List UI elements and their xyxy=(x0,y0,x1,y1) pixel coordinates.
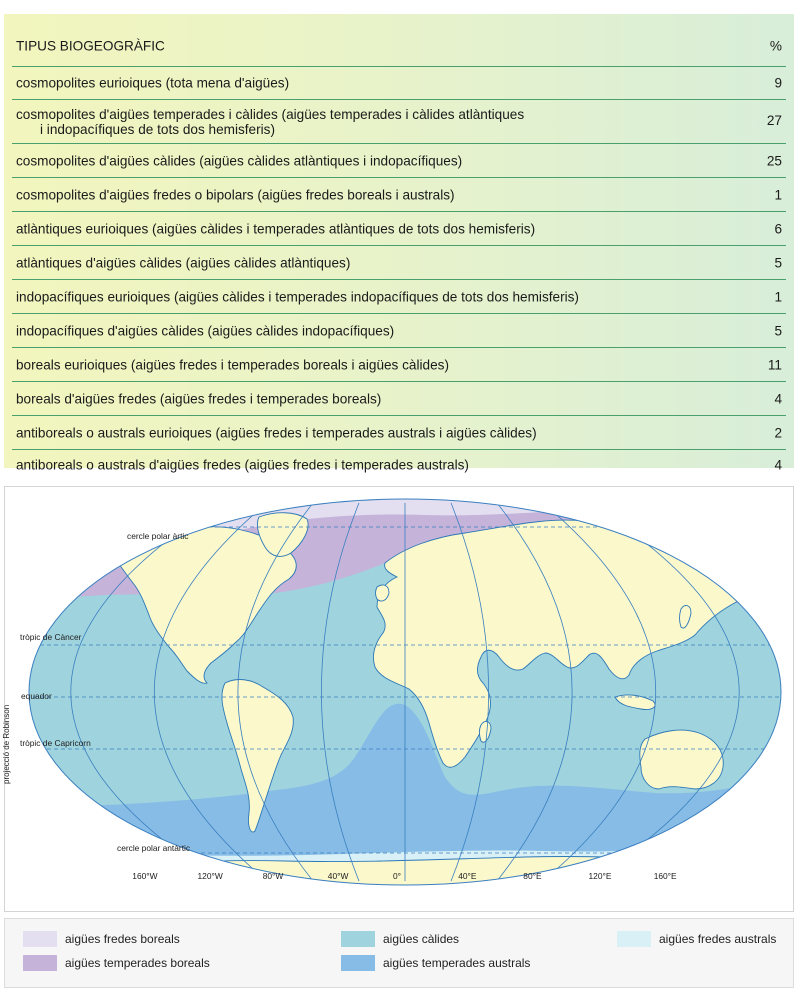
longitude-label: 0° xyxy=(393,871,402,881)
legend-label: aigües fredes boreals xyxy=(65,932,180,946)
longitude-label: 80°E xyxy=(523,871,542,881)
longitude-label: 120°E xyxy=(588,871,612,881)
row-percent: 27 xyxy=(766,113,782,128)
legend-label: aigües fredes australs xyxy=(659,932,777,946)
legend-swatch xyxy=(341,955,375,971)
legend-label: aigües càlides xyxy=(383,932,460,946)
row-percent: 9 xyxy=(774,75,782,91)
longitude-label: 40°W xyxy=(327,871,349,881)
header-percent-label: % xyxy=(769,38,782,54)
table-row xyxy=(12,178,786,212)
table-row xyxy=(12,450,786,480)
equator-label: equador xyxy=(21,691,52,701)
longitude-label: 160°W xyxy=(132,871,158,881)
table-row xyxy=(12,314,786,348)
row-type-name-line2: i indopacífiques de tots dos hemisferis) xyxy=(40,121,275,137)
legend-swatch xyxy=(341,931,375,947)
new-zealand-land xyxy=(742,781,751,798)
table-row xyxy=(12,100,786,144)
table-row xyxy=(12,246,786,280)
australia-land xyxy=(640,730,723,789)
row-percent: 4 xyxy=(774,457,782,473)
antarctica-land xyxy=(65,856,765,911)
row-percent: 4 xyxy=(774,391,782,406)
row-percent: 5 xyxy=(774,255,782,270)
biogeographic-types-table xyxy=(4,14,794,473)
arctic-circle-label: cercle polar àrtic xyxy=(127,531,189,541)
longitude-label: 40°E xyxy=(458,871,477,881)
row-type-name: atlàntiques eurioiques (aigües càlides i temperades atlàntiques de tots dos hemisferis) xyxy=(16,221,536,236)
legend-swatch xyxy=(617,931,651,947)
row-type-name: cosmopolites d'aigües fredes o bipolars (aigües fredes boreals i australs) xyxy=(16,187,455,202)
header-type-label: TIPUS BIOGEOGRÀFIC xyxy=(16,38,165,54)
world-map-panel xyxy=(4,486,794,912)
table-row xyxy=(12,382,786,416)
row-type-name: boreals d'aigües fredes (aigües fredes i temperades boreals) xyxy=(16,391,382,406)
legend-swatch xyxy=(23,931,57,947)
longitude-label: 120°W xyxy=(197,871,223,881)
row-type-name: cosmopolites eurioiques (tota mena d'aigües) xyxy=(16,75,290,91)
row-type-name-line1: cosmopolites d'aigües temperades i càlides (aigües temperades i càlides atlàntiques xyxy=(16,106,525,122)
table-row xyxy=(12,67,786,100)
row-percent: 5 xyxy=(774,323,782,338)
projection-label: projecció de Robinson xyxy=(2,704,11,784)
table-row xyxy=(12,416,786,450)
table-row xyxy=(12,280,786,314)
tropic-cancer-label: tròpic de Càncer xyxy=(20,632,82,642)
row-percent: 6 xyxy=(774,221,782,236)
row-type-name xyxy=(16,107,716,137)
row-type-name: indopacífiques eurioiques (aigües càlides i temperades indopacífiques de tots dos hemisferis) xyxy=(16,289,579,304)
row-percent: 2 xyxy=(774,425,782,440)
legend-label: aigües temperades australs xyxy=(383,956,531,970)
legend-swatch xyxy=(23,955,57,971)
row-type-name: indopacífiques d'aigües càlides (aigües càlides indopacífiques) xyxy=(16,323,395,338)
row-percent: 1 xyxy=(774,289,782,304)
row-percent: 11 xyxy=(767,357,782,372)
row-type-name: cosmopolites d'aigües càlides (aigües càlides atlàntiques i indopacífiques) xyxy=(16,153,463,168)
robinson-world-map xyxy=(5,487,793,911)
map-legend xyxy=(4,918,794,988)
row-percent: 25 xyxy=(766,153,782,168)
row-type-name: atlàntiques d'aigües càlides (aigües càlides atlàntiques) xyxy=(16,255,351,270)
row-type-name: antiboreals o australs d'aigües fredes (aigües fredes i temperades australs) xyxy=(16,457,469,473)
longitude-label: 80°W xyxy=(262,871,284,881)
table-row xyxy=(12,144,786,178)
row-type-name: boreals eurioiques (aigües fredes i temperades boreals i aigües càlides) xyxy=(16,357,449,372)
table-row xyxy=(12,348,786,382)
row-type-name: antiboreals o australs eurioiques (aigües fredes i temperades australs i aigües càlides) xyxy=(16,425,537,440)
antarctic-circle-label: cercle polar antàrtic xyxy=(117,843,191,853)
table-header-row xyxy=(12,26,786,67)
legend-label: aigües temperades boreals xyxy=(65,956,210,970)
longitude-label: 160°E xyxy=(653,871,677,881)
tropic-capricorn-label: tròpic de Capricorn xyxy=(20,738,91,748)
row-percent: 1 xyxy=(774,187,782,202)
table-row xyxy=(12,212,786,246)
